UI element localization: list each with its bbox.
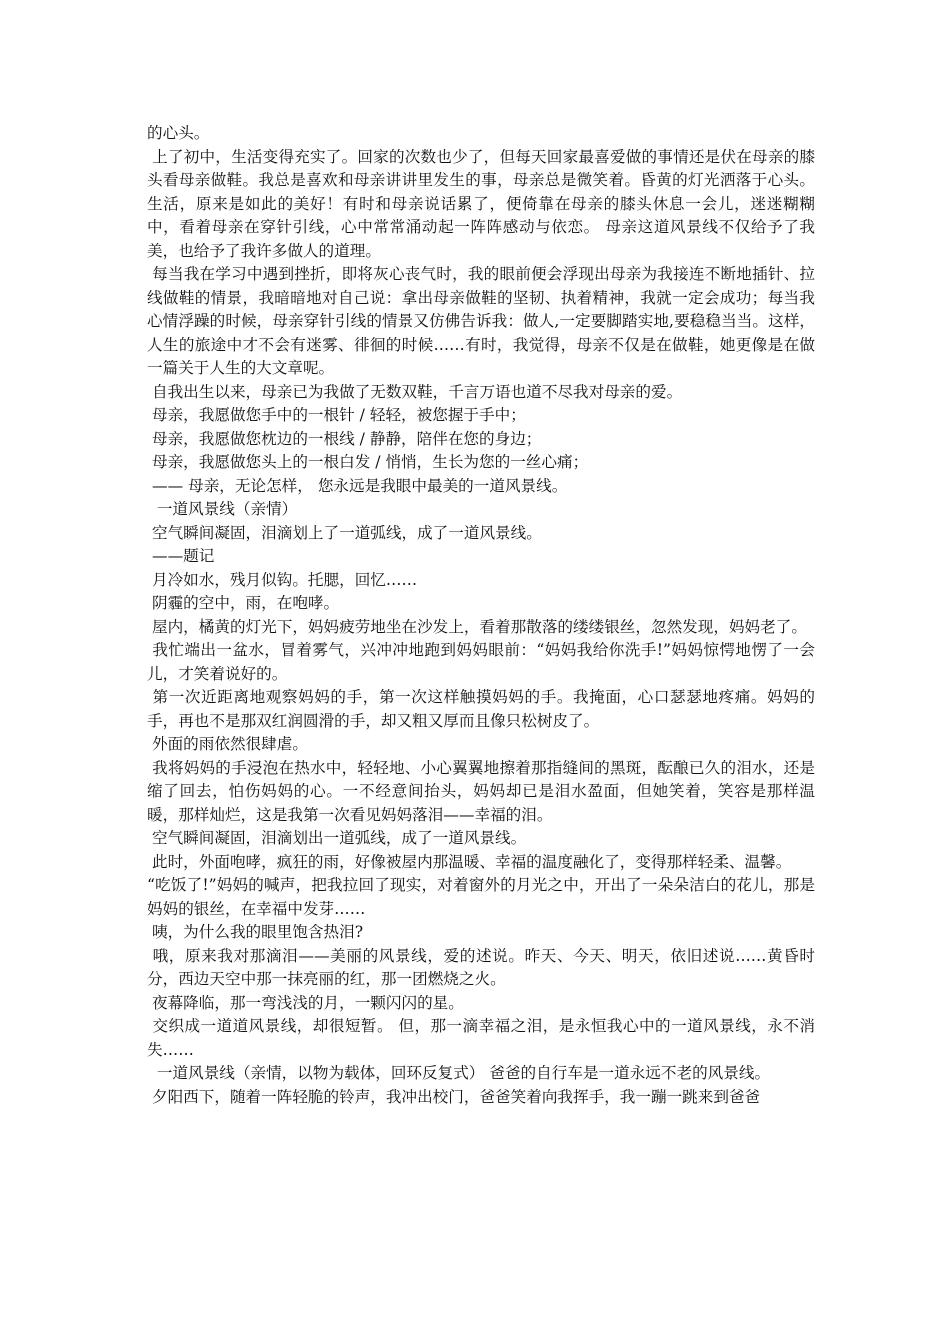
paragraph-22: 咦，为什么我的眼里饱含热泪? xyxy=(147,923,364,941)
epigraph-attribution: ——题记 xyxy=(147,547,215,565)
paragraph-20: 此时，外面咆哮，疯狂的雨，好像被屋内那温暖、幸福的温度融化了，变得那样轻柔、温馨。 xyxy=(147,852,792,871)
paragraph-19: 空气瞬间凝固，泪滴划出一道弧线，成了一道风景线。 xyxy=(147,829,527,847)
paragraph-13: 阴霾的空中，雨，在咆哮。 xyxy=(147,594,340,612)
paragraph-3: 每当我在学习中遇到挫折，即将灰心丧气时，我的眼前便会浮现出母亲为我接连不断地插针、拉线做鞋的情景，我暗暗地对自己说：拿出母亲做鞋的坚韧、执着精神，我就一定会成功；每当我心情浮躁的时候，母亲穿针引线的情景又仿佛告诉我：做人,一定要脚踏实地,要稳稳当当。这样，人生的旅途中才不会有迷雾、徘徊的时候……有时，我觉得，母亲不仅是在做鞋，她更像是在做一篇关于人生的大文章呢。 xyxy=(147,265,815,377)
paragraph-2: 上了初中，生活变得充实了。回家的次数也少了，但每天回家最喜爱做的事情还是伏在母亲的膝头看母亲做鞋。我总是喜欢和母亲讲讲里发生的事，母亲总是微笑着。昏黄的灯光洒落于心头。生活，原来是如此的美好！有时和母亲说话累了，便倚靠在母亲的膝头休息一会儿，迷迷糊糊中，看着母亲在穿针引线，心中常常涌动起一阵阵感动与依恋。 母亲这道风景线不仅给予了我美，也给予了我许多做人的道理。 xyxy=(147,147,815,260)
poem-line-2: 母亲，我愿做您枕边的一根线 / 静静，陪伴在您的身边； xyxy=(147,429,542,448)
paragraph-24: 夜幕降临，那一弯浅浅的月，一颗闪闪的星。 xyxy=(147,993,464,1012)
paragraph-15: 我忙端出一盆水，冒着雾气，兴冲冲地跑到妈妈眼前：“妈妈我给你洗手!”妈妈惊愕地愣了一会儿，才笑着说好的。 xyxy=(147,641,815,683)
paragraph-27: 夕阳西下，随着一阵轻脆的铃声，我冲出校门，爸爸笑着向我挥手，我一蹦一跳来到爸爸 xyxy=(147,1087,761,1106)
paragraph-25: 交织成一道道风景线，却很短暂。 但，那一滴幸福之泪，是永恒我心中的一道风景线，永不消失…… xyxy=(147,1017,815,1059)
poem-line-1: 母亲，我愿做您手中的一根针 / 轻轻，被您握于手中； xyxy=(147,406,526,424)
paragraph-18: 我将妈妈的手浸泡在热水中，轻轻地、小心翼翼地擦着那指缝间的黑斑，酝酿已久的泪水，还是缩了回去，怕伤妈妈的心。一不经意间抬头，妈妈却已是泪水盈面，但她笑着，笑容是那样温暖，那样灿烂，这是我第一次看见妈妈落泪——幸福的泪。 xyxy=(147,758,815,824)
paragraph-4: 自我出生以来，母亲已为我做了无数双鞋，千言万语也道不尽我对母亲的爱。 xyxy=(147,382,683,401)
paragraph-16: 第一次近距离地观察妈妈的手，第一次这样触摸妈妈的手。我掩面，心口瑟瑟地疼痛。妈妈的手，再也不是那双红润圆滑的手，却又粗又厚而且像只松树皮了。 xyxy=(147,688,815,730)
essay-title-3: 一道风景线（亲情，以物为载体，回环反复式） 爸爸的自行车是一道永远不老的风景线。 xyxy=(147,1064,771,1082)
epigraph: 空气瞬间凝固，泪滴划上了一道弧线，成了一道风景线。 xyxy=(147,523,542,542)
paragraph-17: 外面的雨依然很肆虐。 xyxy=(147,735,308,753)
paragraph-12: 月冷如水，残月似钩。托腮，回忆…… xyxy=(147,570,418,589)
paragraph-1: 的心头。 xyxy=(147,124,210,142)
paragraph-14: 屋内，橘黄的灯光下，妈妈疲劳地坐在沙发上，看着那散落的缕缕银丝，忽然发现，妈妈老了。 xyxy=(147,617,807,636)
paragraph-23: 哦，原来我对那滴泪——美丽的风景线，爱的述说。昨天、今天、明天，依旧述说……黄昏时分，西边天空中那一抹亮丽的红，那一团燃烧之火。 xyxy=(147,946,815,988)
poem-line-4: —— 母亲，无论怎样， 您永远是我眼中最美的一道风景线。 xyxy=(147,476,568,495)
poem-line-3: 母亲，我愿做您头上的一根白发 / 悄悄，生长为您的一丝心痛； xyxy=(147,453,589,471)
paragraph-21: “吃饭了!”妈妈的喊声，把我拉回了现实，对着窗外的月光之中，开出了一朵朵洁白的花儿，那是妈妈的银丝，在幸福中发芽…… xyxy=(147,876,815,918)
essay-title-2: 一道风景线（亲情） xyxy=(147,500,298,518)
document-page xyxy=(147,122,815,1109)
